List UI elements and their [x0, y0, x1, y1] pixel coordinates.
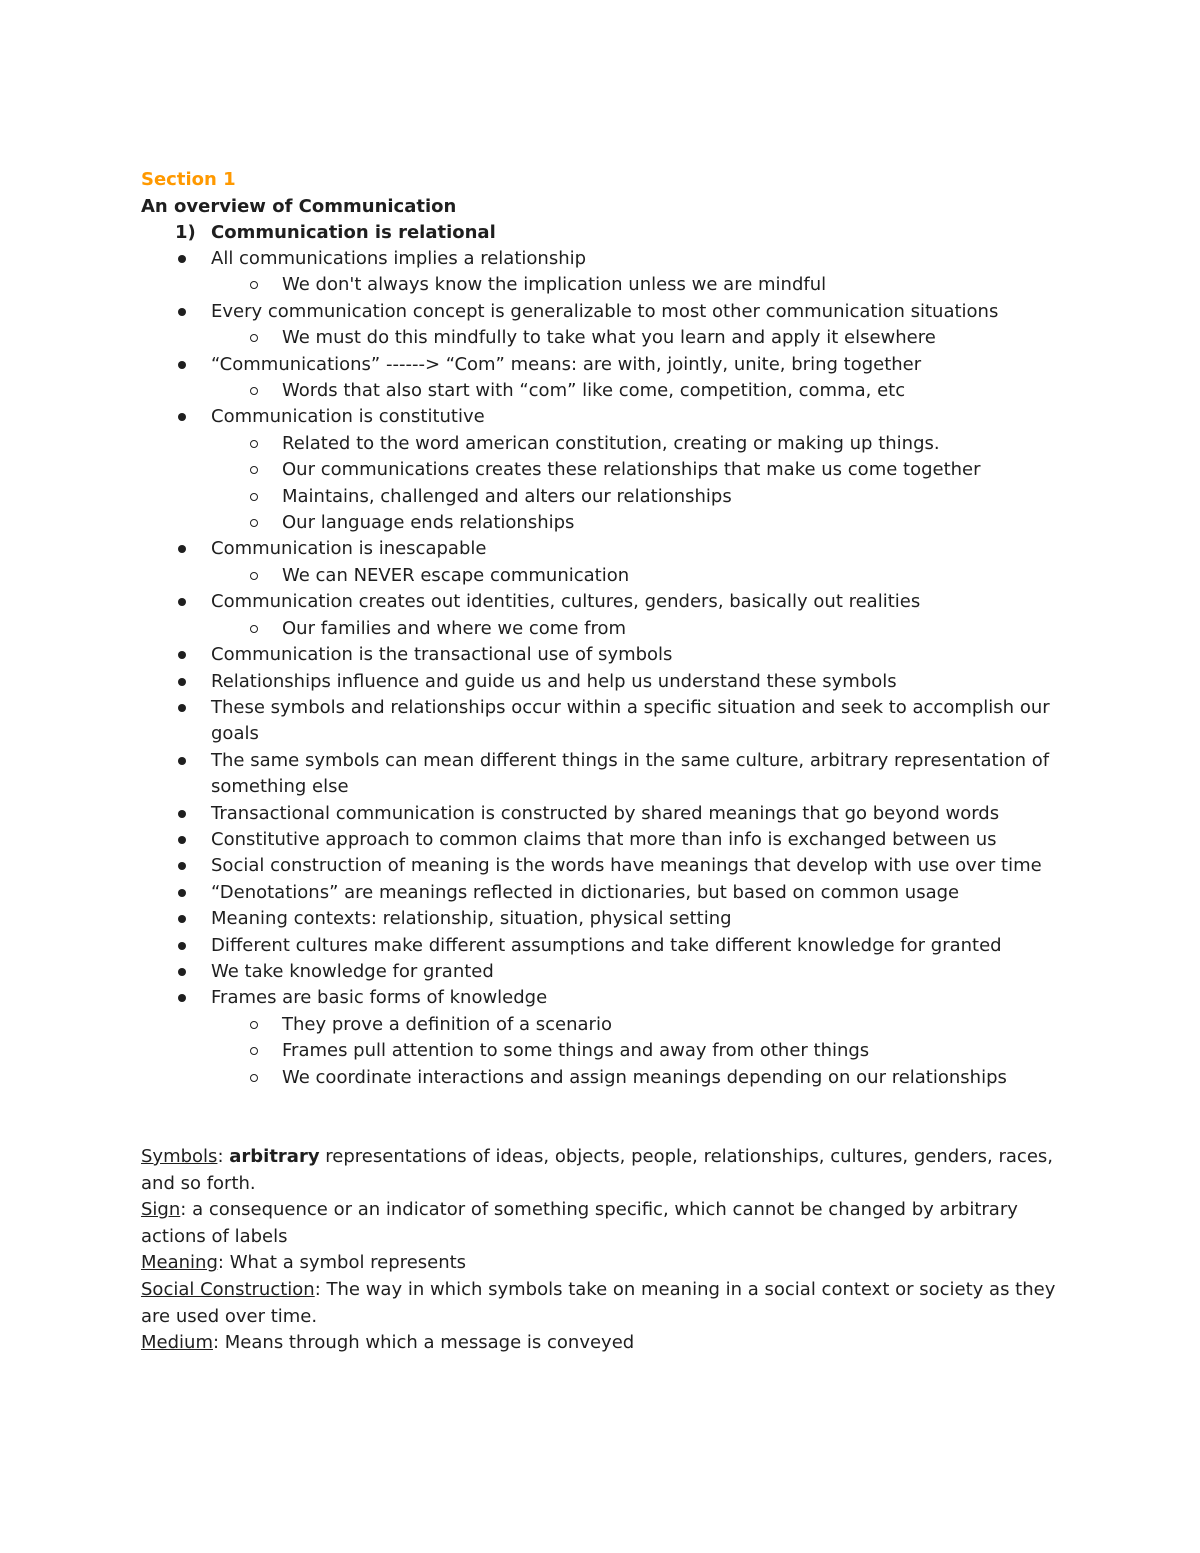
bullet-text: All communications implies a relationship: [211, 248, 587, 269]
sub-bullet-text: Words that also start with “com” like come, competition, comma, etc: [282, 380, 906, 402]
bullet-dot-icon: [178, 651, 186, 659]
numbered-heading: [141, 220, 1061, 246]
hollow-circle-icon: [250, 466, 258, 474]
bullet-dot-icon: [178, 413, 186, 421]
bullet-item: [141, 695, 1061, 748]
bullet-dot-icon: [178, 598, 186, 606]
sub-bullet-item: [141, 484, 1061, 510]
sub-bullet-item: [141, 616, 1061, 642]
definitions: [141, 1144, 1061, 1357]
sub-bullet-item: [141, 510, 1061, 536]
sub-bullet-text: Maintains, challenged and alters our relationships: [282, 485, 732, 507]
bullet-text: Communication is the transactional use of symbols: [211, 644, 673, 666]
definition: [141, 1250, 1061, 1277]
bullet-item: [141, 642, 1061, 668]
hollow-circle-icon: [250, 1074, 258, 1082]
bullet-item: [141, 933, 1061, 959]
sub-bullet-item: [141, 1012, 1061, 1038]
hollow-circle-icon: [250, 1021, 258, 1029]
bullet-item: [141, 853, 1061, 879]
bullet-item: [141, 801, 1061, 827]
bullet-dot-icon: [178, 968, 186, 976]
bullet-text: Frames are basic forms of knowledge: [211, 987, 548, 1009]
bullet-item: [141, 536, 1061, 562]
bullet-item: [141, 827, 1061, 853]
document-title: An overview of Communication: [141, 196, 457, 217]
bullet-dot-icon: [178, 255, 186, 263]
sub-bullet-text: Our communications creates these relationships that make us come together: [282, 459, 981, 481]
definition-term: Medium: [141, 1332, 213, 1354]
bullet-item: [141, 246, 1061, 272]
bullet-text: Communication is constitutive: [211, 406, 485, 428]
sub-bullet-text: We can NEVER escape communication: [282, 564, 630, 586]
sub-bullet-text: Frames pull attention to some things and away from other things: [282, 1040, 870, 1062]
bullet-text: The same symbols can mean different things in the same culture, arbitrary representation of something else: [211, 749, 1050, 798]
bullet-dot-icon: [178, 810, 186, 818]
bullet-text: Communication is inescapable: [211, 538, 487, 560]
bullet-item: [141, 880, 1061, 906]
bullet-text: “Denotations” are meanings reflected in dictionaries, but based on common usage: [211, 881, 960, 903]
hollow-circle-icon: [250, 625, 258, 633]
definition: [141, 1144, 1061, 1197]
hollow-circle-icon: [250, 440, 258, 448]
bullet-dot-icon: [178, 862, 186, 870]
bullet-text: “Communications” ------> “Com” means: are with, jointly, unite, bring together: [211, 353, 922, 375]
hollow-circle-icon: [250, 281, 258, 289]
definition-emphasis: arbitrary: [229, 1146, 320, 1167]
sub-bullet-item: [141, 457, 1061, 483]
bullet-list: [141, 246, 1061, 1091]
definition-separator: :: [217, 1146, 230, 1167]
bullet-item: [141, 748, 1061, 801]
bullet-text: Every communication concept is generalizable to most other communication situations: [211, 300, 999, 322]
bullet-item: [141, 906, 1061, 932]
definition-text: The way in which symbols take on meaning in a social context or society as they are used over time.: [141, 1278, 1056, 1327]
bullet-dot-icon: [178, 889, 186, 897]
sub-bullet-text: Our families and where we come from: [282, 617, 627, 639]
bullet-dot-icon: [178, 704, 186, 712]
bullet-text: Transactional communication is constructed by shared meanings that go beyond words: [211, 802, 1000, 824]
bullet-text: Meaning contexts: relationship, situation, physical setting: [211, 908, 732, 930]
sub-bullet-text: Related to the word american constitution, creating or making up things.: [282, 432, 940, 454]
sub-bullet-item: [141, 431, 1061, 457]
definition-separator: :: [212, 1332, 225, 1354]
sub-bullet-text: We must do this mindfully to take what you learn and apply it elsewhere: [282, 327, 936, 349]
bullet-text: Communication creates out identities, cultures, genders, basically out realities: [211, 591, 921, 613]
bullet-item: [141, 589, 1061, 615]
sub-bullet-item: [141, 378, 1061, 404]
definition-text: Means through which a message is conveyed: [224, 1332, 635, 1354]
hollow-circle-icon: [250, 387, 258, 395]
hollow-circle-icon: [250, 519, 258, 527]
section-label: Section 1: [141, 169, 236, 190]
sub-bullet-item: [141, 325, 1061, 351]
hollow-circle-icon: [250, 1047, 258, 1055]
sub-bullet-item: [141, 563, 1061, 589]
hollow-circle-icon: [250, 493, 258, 501]
bullet-item: [141, 959, 1061, 985]
bullet-text: Social construction of meaning is the words have meanings that develop with use over time: [211, 855, 1042, 877]
bullet-dot-icon: [178, 942, 186, 950]
definition-text: a consequence or an indicator of something specific, which cannot be changed by arbitrary actions of labels: [141, 1199, 1018, 1247]
hollow-circle-icon: [250, 572, 258, 580]
definition-text: What a symbol represents: [229, 1252, 467, 1274]
definition: [141, 1197, 1061, 1250]
bullet-item: [141, 299, 1061, 325]
bullet-dot-icon: [178, 545, 186, 553]
document-page: [141, 166, 1061, 1357]
bullet-dot-icon: [178, 361, 186, 369]
bullet-item: [141, 352, 1061, 378]
bullet-item: [141, 404, 1061, 430]
definition-term: Meaning: [141, 1252, 218, 1274]
bullet-text: These symbols and relationships occur within a specific situation and seek to accomplish our goals: [211, 696, 1050, 745]
sub-bullet-text: We don't always know the implication unless we are mindful: [282, 274, 827, 296]
definition: [141, 1330, 1061, 1357]
bullet-dot-icon: [178, 994, 186, 1002]
bullet-dot-icon: [178, 678, 186, 686]
bullet-item: [141, 669, 1061, 695]
sub-bullet-text: They prove a definition of a scenario: [282, 1013, 612, 1035]
definition-term: Sign: [141, 1199, 181, 1221]
bullet-item: [141, 985, 1061, 1011]
bullet-text: Constitutive approach to common claims that more than info is exchanged between us: [211, 828, 997, 850]
bullet-dot-icon: [178, 915, 186, 923]
heading-text: Communication is relational: [211, 222, 496, 243]
sub-bullet-item: [141, 1038, 1061, 1064]
sub-bullet-text: Our language ends relationships: [282, 512, 575, 534]
bullet-text: Relationships influence and guide us and help us understand these symbols: [211, 670, 897, 692]
bullet-text: Different cultures make different assumptions and take different knowledge for granted: [211, 934, 1002, 956]
sub-bullet-item: [141, 272, 1061, 298]
bullet-text: We take knowledge for granted: [211, 960, 494, 982]
definition: [141, 1277, 1061, 1330]
definition-separator: :: [314, 1278, 327, 1300]
bullet-dot-icon: [178, 757, 186, 765]
definition-separator: :: [180, 1199, 193, 1221]
bullet-dot-icon: [178, 308, 186, 316]
sub-bullet-item: [141, 1065, 1061, 1091]
definition-text: representations of ideas, objects, people, relationships, cultures, genders, races, and so forth.: [141, 1146, 1053, 1194]
definition-term: Social Construction: [141, 1278, 315, 1300]
definition-separator: :: [217, 1252, 230, 1274]
heading-number: 1): [175, 222, 196, 243]
sub-bullet-text: We coordinate interactions and assign meanings depending on our relationships: [282, 1066, 1007, 1088]
bullet-dot-icon: [178, 836, 186, 844]
definition-term: Symbols: [141, 1146, 218, 1167]
hollow-circle-icon: [250, 334, 258, 342]
